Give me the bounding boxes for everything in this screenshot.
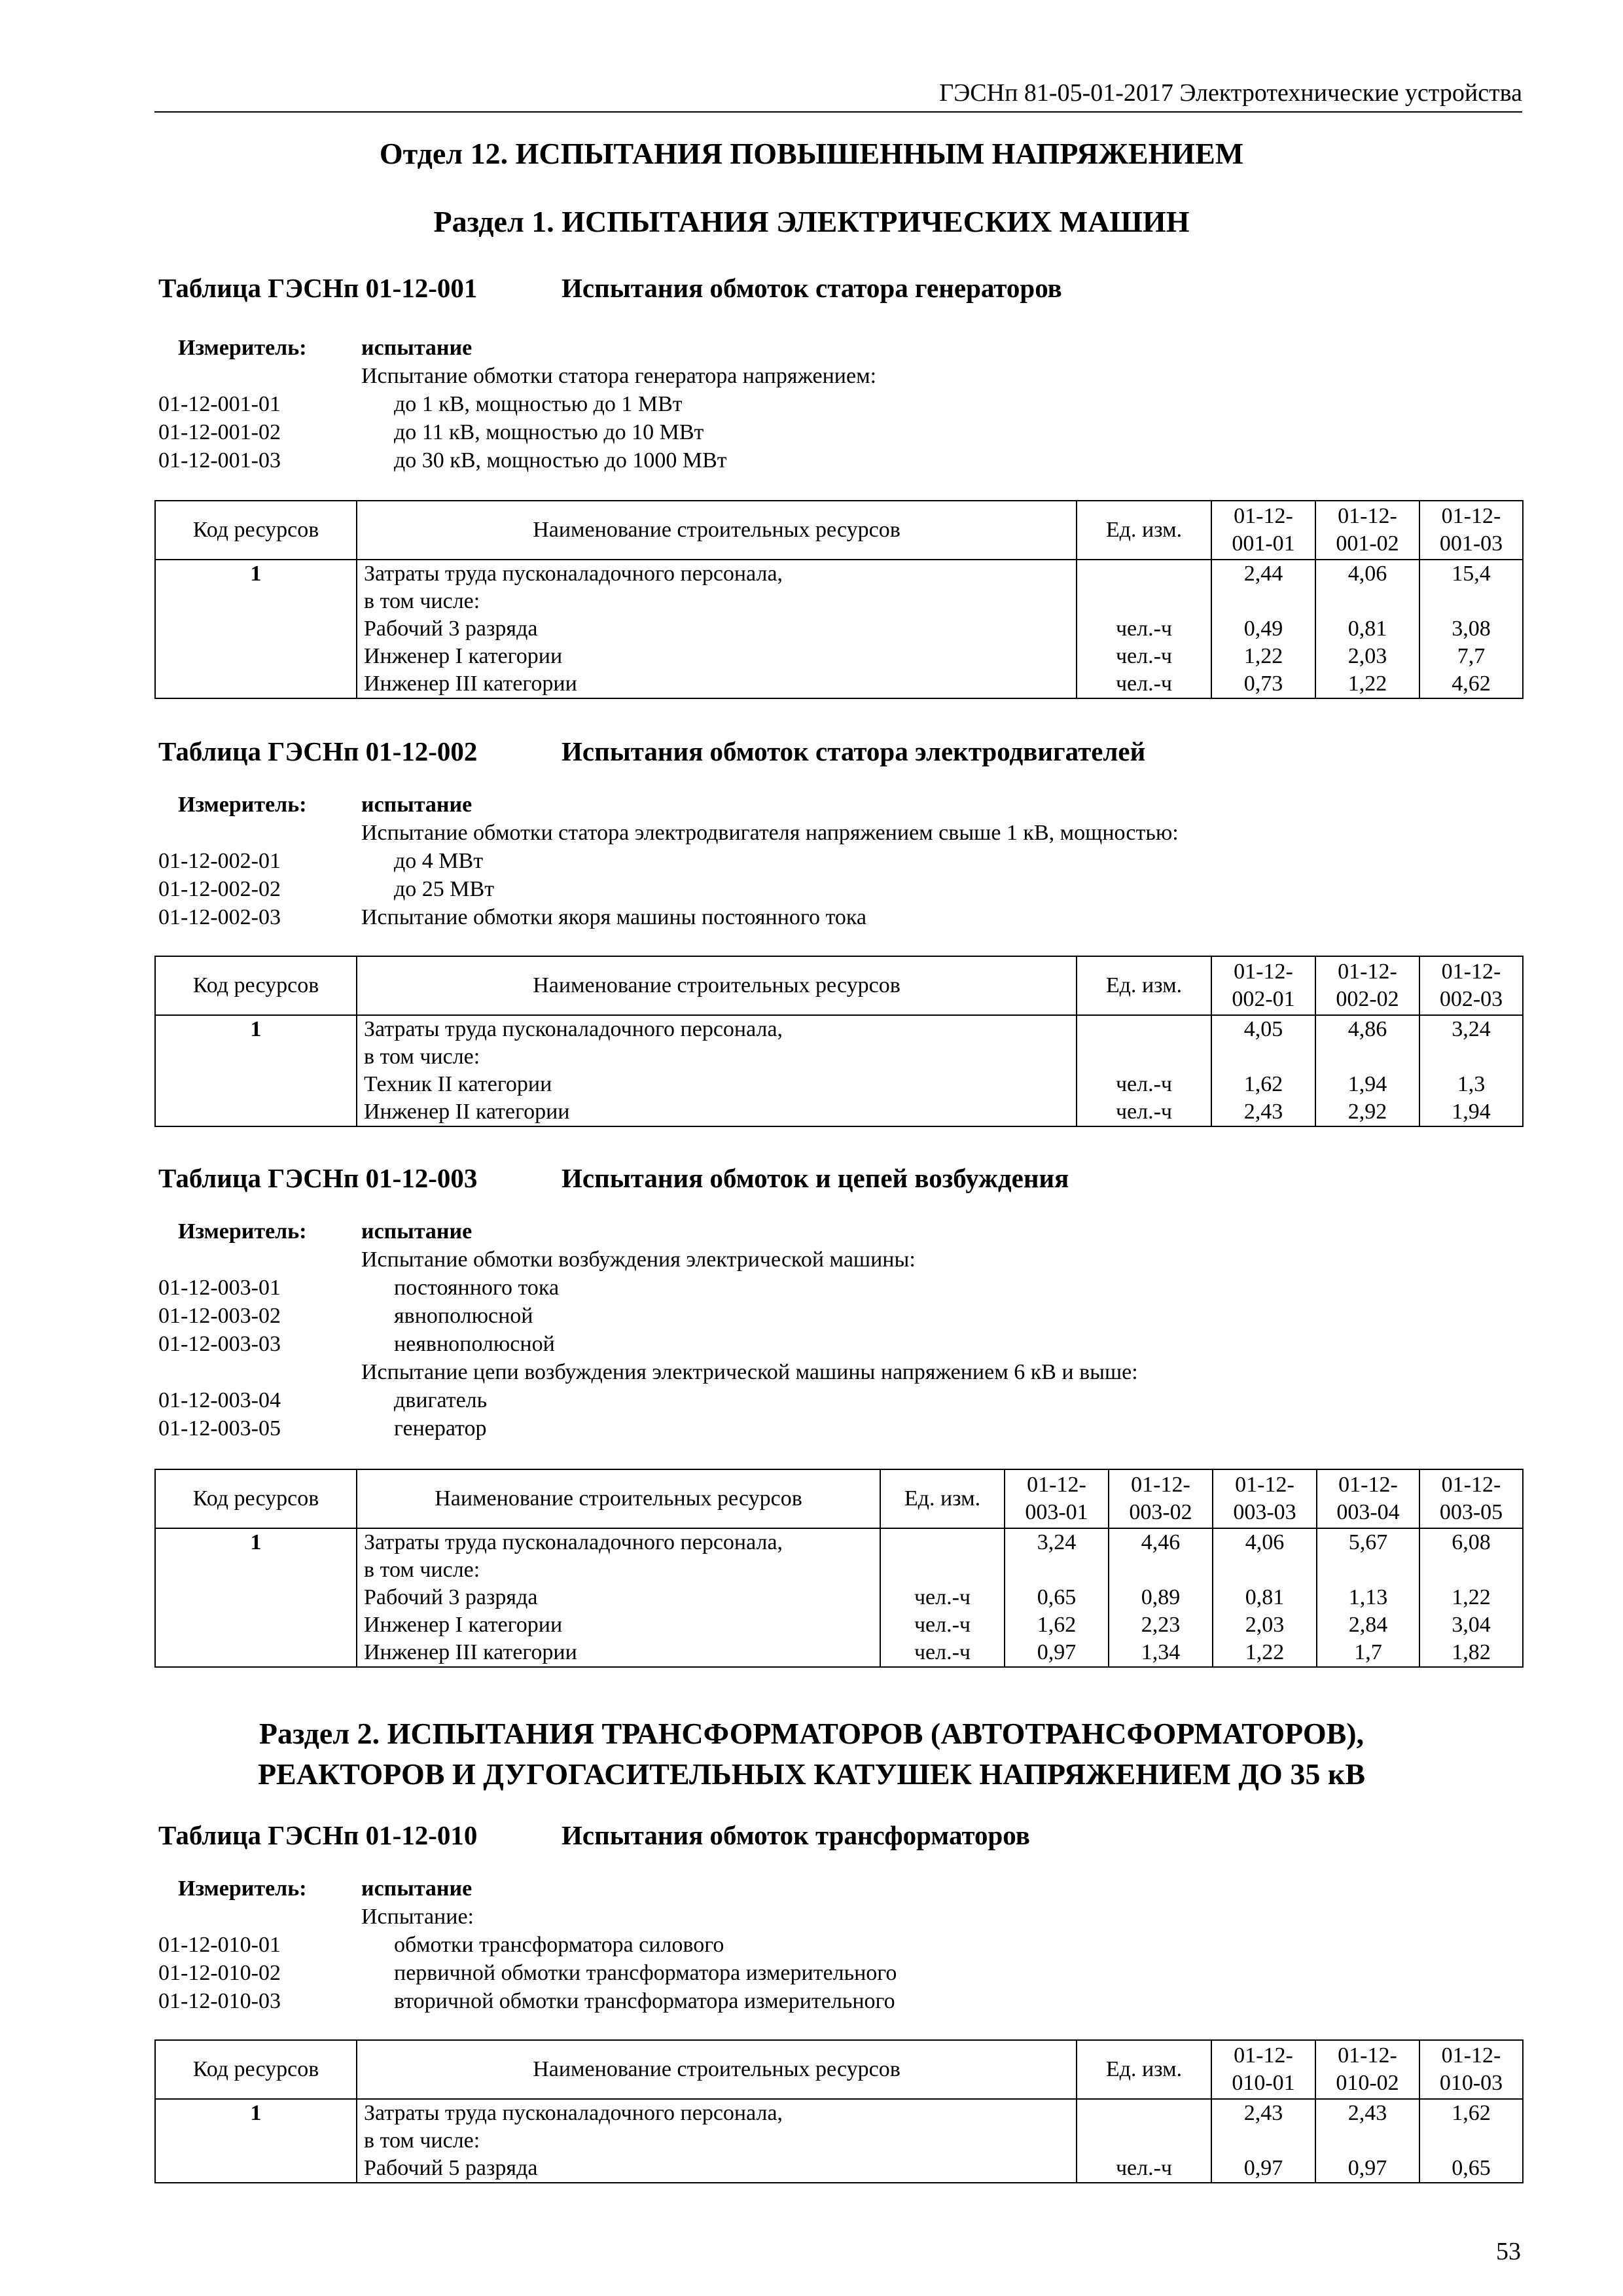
table-row — [155, 560, 1523, 588]
measure-label: Измеритель: — [178, 793, 307, 817]
table-row — [155, 1528, 1523, 1556]
item-code: 01-12-001-01 — [158, 392, 281, 416]
cell-value: 15,4 — [1419, 560, 1523, 588]
table-002-title: Испытания обмоток статора электродвигателей — [562, 736, 1146, 766]
section2-title-line1: Раздел 2. ИСПЫТАНИЯ ТРАНСФОРМАТОРОВ (АВТОТРАНСФОРМАТОРОВ), — [259, 1717, 1364, 1750]
cell-value: 1,94 — [1315, 1071, 1419, 1098]
item-text: до 1 кВ, мощностью до 1 МВт — [394, 392, 683, 416]
cell-value: 1,62 — [1005, 1611, 1109, 1639]
cell-value: 1,82 — [1419, 1639, 1523, 1667]
cell-code — [155, 1639, 357, 1667]
col-norm-header: 01-12- 003-01 — [1005, 1469, 1109, 1528]
cell-value: 1,22 — [1211, 643, 1315, 670]
measure-unit: испытание — [361, 1219, 473, 1244]
cell-value: 1,22 — [1213, 1639, 1317, 1667]
section1-title: Раздел 1. ИСПЫТАНИЯ ЭЛЕКТРИЧЕСКИХ МАШИН — [433, 205, 1190, 238]
item-code: 01-12-010-03 — [158, 1989, 281, 2013]
col-norm-header: 01-12- 002-02 — [1315, 956, 1419, 1015]
cell-value — [1419, 2127, 1523, 2155]
col-unit-header: Ед. изм. — [1077, 2040, 1211, 2099]
cell-name: Рабочий 5 разряда — [357, 2155, 1077, 2183]
cell-value: 2,03 — [1315, 643, 1419, 670]
col-norm-header: 01-12- 002-03 — [1419, 956, 1523, 1015]
cell-unit: чел.-ч — [880, 1639, 1005, 1667]
cell-value: 3,04 — [1419, 1611, 1523, 1639]
item-code: 01-12-003-04 — [158, 1388, 281, 1412]
cell-name: Рабочий 3 разряда — [357, 615, 1077, 643]
table-001-heading — [158, 272, 1062, 304]
cell-value: 4,62 — [1419, 670, 1523, 698]
cell-value: 1,34 — [1109, 1639, 1213, 1667]
col-norm-header: 01-12- 001-01 — [1211, 501, 1315, 560]
cell-value: 4,06 — [1213, 1528, 1317, 1556]
item-code: 01-12-002-01 — [158, 849, 281, 873]
col-unit-header: Ед. изм. — [880, 1469, 1005, 1528]
item-text: обмотки трансформатора силового — [394, 1933, 724, 1957]
cell-unit — [880, 1556, 1005, 1584]
table-header-row — [155, 956, 1523, 1015]
cell-value: 2,23 — [1109, 1611, 1213, 1639]
cell-name: Инженер I категории — [357, 643, 1077, 670]
running-header — [154, 68, 1522, 113]
cell-code — [155, 615, 357, 643]
table-row — [155, 2099, 1523, 2127]
item-code: 01-12-001-03 — [158, 448, 281, 473]
item-text: первичной обмотки трансформатора измерительного — [394, 1961, 897, 1985]
col-norm-header: 01-12- 003-02 — [1109, 1469, 1213, 1528]
col-name-header: Наименование строительных ресурсов — [357, 956, 1077, 1015]
cell-name: Инженер III категории — [357, 1639, 880, 1667]
cell-name: Затраты труда пусконаладочного персонала, — [357, 1015, 1077, 1043]
measure-label: Измеритель: — [178, 1876, 307, 1901]
table-001-title: Испытания обмоток статора генераторов — [562, 273, 1062, 303]
cell-name: Затраты труда пусконаладочного персонала, — [357, 2099, 1077, 2127]
measure-intro: Испытание обмотки статора электродвигателя напряжением свыше 1 кВ, мощностью: — [361, 821, 1179, 845]
cell-unit: чел.-ч — [1077, 2155, 1211, 2183]
table-010-heading — [158, 1820, 1030, 1851]
cell-value: 1,94 — [1419, 1098, 1523, 1126]
cell-code — [155, 643, 357, 670]
item-text: неявнополюсной — [394, 1332, 555, 1356]
cell-code — [155, 1098, 357, 1126]
item-text: до 11 кВ, мощностью до 10 МВт — [394, 420, 704, 444]
cell-unit: чел.-ч — [1077, 1071, 1211, 1098]
cell-value: 1,13 — [1317, 1584, 1419, 1611]
cell-value: 2,92 — [1315, 1098, 1419, 1126]
cell-value: 2,84 — [1317, 1611, 1419, 1639]
cell-value: 1,22 — [1315, 670, 1419, 698]
cell-code: 1 — [155, 1015, 357, 1043]
table-row — [155, 615, 1523, 643]
cell-unit — [880, 1528, 1005, 1556]
cell-value: 4,86 — [1315, 1015, 1419, 1043]
item-text: до 25 МВт — [394, 877, 495, 901]
cell-value — [1315, 2127, 1419, 2155]
cell-name: в том числе: — [357, 1556, 880, 1584]
item-code: 01-12-001-02 — [158, 420, 281, 444]
cell-value — [1005, 1556, 1109, 1584]
col-norm-header: 01-12- 010-02 — [1315, 2040, 1419, 2099]
col-unit-header: Ед. изм. — [1077, 956, 1211, 1015]
cell-unit: чел.-ч — [1077, 1098, 1211, 1126]
cell-code: 1 — [155, 1528, 357, 1556]
cell-value: 2,43 — [1211, 1098, 1315, 1126]
col-norm-header: 01-12- 002-01 — [1211, 956, 1315, 1015]
cell-code — [155, 2127, 357, 2155]
cell-value: 0,65 — [1419, 2155, 1523, 2183]
item-text: до 30 кВ, мощностью до 1000 МВт — [394, 448, 727, 473]
cell-unit — [1077, 1043, 1211, 1071]
table-003-title: Испытания обмоток и цепей возбуждения — [562, 1163, 1069, 1193]
col-norm-header: 01-12- 010-01 — [1211, 2040, 1315, 2099]
table-row — [155, 1043, 1523, 1071]
cell-code — [155, 1611, 357, 1639]
table-002-heading — [158, 736, 1145, 767]
cell-value: 1,7 — [1317, 1639, 1419, 1667]
cell-value — [1315, 588, 1419, 615]
cell-unit — [1077, 560, 1211, 588]
cell-name: Инженер II категории — [357, 1098, 1077, 1126]
cell-value — [1419, 1556, 1523, 1584]
cell-value — [1419, 1043, 1523, 1071]
table-row — [155, 1556, 1523, 1584]
cell-code — [155, 1043, 357, 1071]
cell-value: 5,67 — [1317, 1528, 1419, 1556]
cell-value: 2,43 — [1211, 2099, 1315, 2127]
measure-intro: Испытание обмотки статора генератора напряжением: — [361, 364, 877, 388]
cell-name: в том числе: — [357, 2127, 1077, 2155]
item-code: 01-12-003-01 — [158, 1276, 281, 1300]
cell-value: 0,65 — [1005, 1584, 1109, 1611]
col-code-header: Код ресурсов — [155, 501, 357, 560]
item-text: вторичной обмотки трансформатора измерительного — [394, 1989, 895, 2013]
cell-unit — [1077, 2127, 1211, 2155]
cell-value — [1213, 1556, 1317, 1584]
cell-value: 0,97 — [1005, 1639, 1109, 1667]
col-norm-header: 01-12- 003-05 — [1419, 1469, 1523, 1528]
measure-unit: испытание — [361, 1876, 473, 1901]
cell-value: 6,08 — [1419, 1528, 1523, 1556]
col-unit-header: Ед. изм. — [1077, 501, 1211, 560]
item-text: явнополюсной — [394, 1304, 533, 1328]
table-row — [155, 670, 1523, 698]
col-code-header: Код ресурсов — [155, 2040, 357, 2099]
cell-value: 0,81 — [1213, 1584, 1317, 1611]
cell-value: 0,49 — [1211, 615, 1315, 643]
cell-unit — [1077, 2099, 1211, 2127]
cell-value: 3,24 — [1419, 1015, 1523, 1043]
item-text: двигатель — [394, 1388, 488, 1412]
cell-name: Техник II категории — [357, 1071, 1077, 1098]
col-norm-header: 01-12- 003-04 — [1317, 1469, 1419, 1528]
col-name-header: Наименование строительных ресурсов — [357, 2040, 1077, 2099]
cell-value — [1109, 1556, 1213, 1584]
cell-code: 1 — [155, 560, 357, 588]
section2-title-line2: РЕАКТОРОВ И ДУГОГАСИТЕЛЬНЫХ КАТУШЕК НАПРЯЖЕНИЕМ ДО 35 кВ — [257, 1757, 1366, 1791]
table-010-resources — [154, 2039, 1524, 2183]
table-row — [155, 1611, 1523, 1639]
cell-name: Рабочий 3 разряда — [357, 1584, 880, 1611]
item-code: 01-12-003-05 — [158, 1416, 281, 1441]
cell-name: в том числе: — [357, 588, 1077, 615]
col-name-header: Наименование строительных ресурсов — [357, 1469, 880, 1528]
cell-value: 0,73 — [1211, 670, 1315, 698]
cell-value — [1419, 588, 1523, 615]
item-code: 01-12-010-02 — [158, 1961, 281, 1985]
cell-value: 7,7 — [1419, 643, 1523, 670]
table-010-title: Испытания обмоток трансформаторов — [562, 1820, 1030, 1850]
cell-value — [1211, 2127, 1315, 2155]
cell-value: 1,62 — [1211, 1071, 1315, 1098]
item-code: 01-12-002-03 — [158, 905, 281, 929]
cell-value: 1,22 — [1419, 1584, 1523, 1611]
page-number: 53 — [1496, 2238, 1521, 2265]
cell-value: 0,97 — [1211, 2155, 1315, 2183]
cell-unit: чел.-ч — [880, 1611, 1005, 1639]
measure-intro: Испытание: — [361, 1905, 474, 1929]
cell-unit: чел.-ч — [1077, 670, 1211, 698]
cell-unit: чел.-ч — [1077, 615, 1211, 643]
measure-label: Измеритель: — [178, 1219, 307, 1244]
col-code-header: Код ресурсов — [155, 1469, 357, 1528]
cell-name: в том числе: — [357, 1043, 1077, 1071]
col-norm-header: 01-12- 001-03 — [1419, 501, 1523, 560]
cell-value: 3,08 — [1419, 615, 1523, 643]
item-text: Испытание обмотки якоря машины постоянного тока — [361, 905, 867, 929]
cell-unit — [1077, 588, 1211, 615]
table-001-resources — [154, 500, 1524, 699]
table-row — [155, 2127, 1523, 2155]
cell-value: 2,43 — [1315, 2099, 1419, 2127]
measure-unit: испытание — [361, 793, 473, 817]
col-code-header: Код ресурсов — [155, 956, 357, 1015]
table-header-row — [155, 1469, 1523, 1528]
col-norm-header: 01-12- 010-03 — [1419, 2040, 1523, 2099]
cell-unit: чел.-ч — [880, 1584, 1005, 1611]
item-code: 01-12-003-03 — [158, 1332, 281, 1356]
measure-label: Измеритель: — [178, 336, 307, 360]
cell-value: 0,97 — [1315, 2155, 1419, 2183]
cell-value: 4,06 — [1315, 560, 1419, 588]
cell-value — [1211, 1043, 1315, 1071]
table-003-code: Таблица ГЭСНп 01-12-003 — [158, 1163, 478, 1193]
cell-value: 4,05 — [1211, 1015, 1315, 1043]
table-010-code: Таблица ГЭСНп 01-12-010 — [158, 1820, 478, 1850]
cell-value: 2,03 — [1213, 1611, 1317, 1639]
measure-intro-2: Испытание цепи возбуждения электрической машины напряжением 6 кВ и выше: — [361, 1360, 1138, 1384]
table-row — [155, 1584, 1523, 1611]
cell-value: 3,24 — [1005, 1528, 1109, 1556]
col-norm-header: 01-12- 001-02 — [1315, 501, 1419, 560]
table-003-resources — [154, 1469, 1524, 1668]
cell-value — [1317, 1556, 1419, 1584]
cell-value: 0,89 — [1109, 1584, 1213, 1611]
table-003-heading — [158, 1162, 1069, 1194]
cell-code — [155, 1556, 357, 1584]
item-code: 01-12-003-02 — [158, 1304, 281, 1328]
table-row — [155, 643, 1523, 670]
measure-unit: испытание — [361, 336, 473, 360]
department-title: Отдел 12. ИСПЫТАНИЯ ПОВЫШЕННЫМ НАПРЯЖЕНИЕМ — [379, 137, 1244, 170]
item-text: до 4 МВт — [394, 849, 484, 873]
cell-name: Инженер I категории — [357, 1611, 880, 1639]
cell-value: 2,44 — [1211, 560, 1315, 588]
cell-value — [1211, 588, 1315, 615]
table-001-code: Таблица ГЭСНп 01-12-001 — [158, 273, 478, 303]
cell-code — [155, 588, 357, 615]
cell-value: 1,62 — [1419, 2099, 1523, 2127]
cell-value: 0,81 — [1315, 615, 1419, 643]
item-code: 01-12-002-02 — [158, 877, 281, 901]
cell-code — [155, 670, 357, 698]
cell-name: Затраты труда пусконаладочного персонала, — [357, 560, 1077, 588]
table-002-resources — [154, 956, 1524, 1127]
cell-name: Инженер III категории — [357, 670, 1077, 698]
table-002-code: Таблица ГЭСНп 01-12-002 — [158, 736, 478, 766]
cell-code: 1 — [155, 2099, 357, 2127]
cell-value: 4,46 — [1109, 1528, 1213, 1556]
table-row — [155, 1015, 1523, 1043]
cell-unit — [1077, 1015, 1211, 1043]
table-row — [155, 2155, 1523, 2183]
table-row — [155, 1098, 1523, 1126]
table-header-row — [155, 501, 1523, 560]
col-norm-header: 01-12- 003-03 — [1213, 1469, 1317, 1528]
cell-code — [155, 2155, 357, 2183]
measure-intro: Испытание обмотки возбуждения электрической машины: — [361, 1247, 916, 1272]
cell-unit: чел.-ч — [1077, 643, 1211, 670]
item-code: 01-12-010-01 — [158, 1933, 281, 1957]
cell-code — [155, 1071, 357, 1098]
col-name-header: Наименование строительных ресурсов — [357, 501, 1077, 560]
item-text: постоянного тока — [394, 1276, 560, 1300]
cell-value — [1315, 1043, 1419, 1071]
table-row — [155, 1639, 1523, 1667]
cell-code — [155, 1584, 357, 1611]
table-row — [155, 1071, 1523, 1098]
table-row — [155, 588, 1523, 615]
running-header-text: ГЭСНп 81-05-01-2017 Электротехнические устройства — [939, 79, 1522, 107]
cell-value: 1,3 — [1419, 1071, 1523, 1098]
table-header-row — [155, 2040, 1523, 2099]
item-text: генератор — [394, 1416, 487, 1441]
cell-name: Затраты труда пусконаладочного персонала, — [357, 1528, 880, 1556]
